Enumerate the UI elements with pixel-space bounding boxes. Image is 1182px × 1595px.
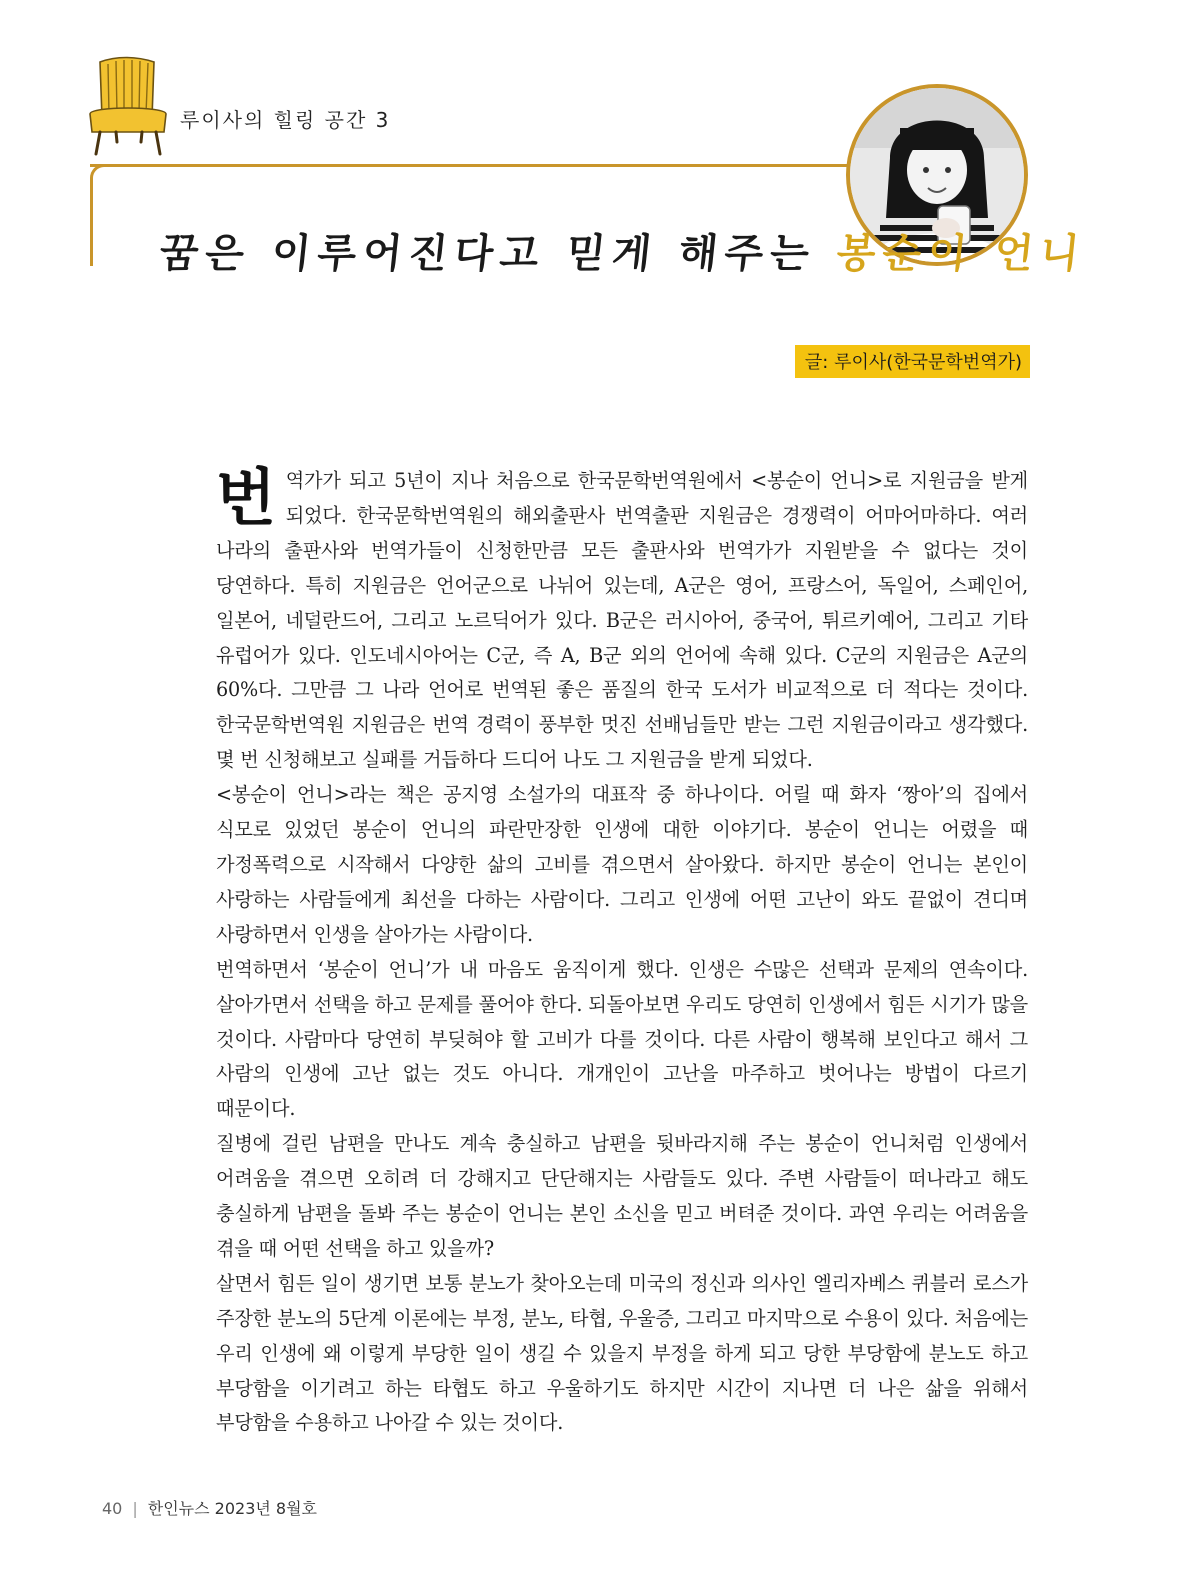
footer-separator: |	[132, 1499, 138, 1518]
paragraph: 번역하면서 ‘봉순이 언니’가 내 마음도 움직이게 했다. 인생은 수많은 선택과 문제의 연속이다. 살아가면서 선택을 하고 문제를 풀어야 한다. 되돌아보면 우리도 당연히 인생에서 힘든 시기가 많을 것이다. 사람마다 당연히 부딪혀야 할 고비가 다를 것이다. 다른 사람이 행복해 보인다고 해서 그 사람의 인생에 고난 없는 것도 아니다. 개개인이 고난을 마주하고 벗어나는 방법이 다르기 때문이다.	[216, 957, 1028, 1121]
title-highlight: 봉순이 언니	[834, 231, 1089, 277]
frame-corner	[90, 164, 115, 189]
page-number: 40	[102, 1499, 123, 1518]
series-title: 루이사의 힐링 공간 3	[180, 108, 391, 132]
drop-cap: 번	[216, 461, 276, 534]
article-body	[216, 461, 1028, 1441]
paragraph: 질병에 걸린 남편을 만나도 계속 충실하고 남편을 뒷바라지해 주는 봉순이 언니처럼 인생에서 어려움을 겪으면 오히려 더 강해지고 단단해지는 사람들도 있다. 주변 사람들이 떠나라고 해도 충실하게 남편을 돌봐 주는 봉순이 언니는 본인 소신을 믿고 버텨준 것이다. 과연 우리는 어려움을 겪을 때 어떤 선택을 하고 있을까?	[216, 1132, 1028, 1260]
armchair-icon	[86, 56, 170, 158]
page-footer	[102, 1496, 317, 1519]
article-title	[157, 222, 1089, 279]
paragraph: <봉순이 언니>라는 책은 공지영 소설가의 대표작 중 하나이다. 어릴 때 화자 ‘짱아’의 집에서 식모로 있었던 봉순이 언니의 파란만장한 인생에 대한 이야기다. 봉순이 언니는 어렸을 때 가정폭력으로 시작해서 다양한 삶의 고비를 겪으면서 살아왔다. 하지만 봉순이 언니는 본인이 사랑하는 사람들에게 최선을 다하는 사람이다. 그리고 인생에 어떤 고난이 와도 끝없이 견디며 사랑하면서 인생을 살아가는 사람이다.	[216, 783, 1028, 946]
paragraph: 살면서 힘든 일이 생기면 보통 분노가 찾아오는데 미국의 정신과 의사인 엘리자베스 퀴블러 로스가 주장한 분노의 5단계 이론에는 부정, 분노, 타협, 우울증, 그리고 마지막으로 수용이 있다. 처음에는 우리 인생에 왜 이렇게 부당한 일이 생길 수 있을지 부정을 하게 되고 당한 부당함에 분노도 하고 부당함을 이기려고 하는 타협도 하고 우울하기도 하지만 시간이 지나면 더 나은 삶을 위해서 부당함을 수용하고 나아갈 수 있는 것이다.	[216, 1271, 1028, 1435]
frame-left-line	[90, 180, 93, 266]
publication-name: 한인뉴스 2023년 8월호	[147, 1499, 318, 1518]
paragraph-text: 역가가 되고 5년이 지나 처음으로 한국문학번역원에서 <봉순이 언니>로 지원금을 받게 되었다. 한국문학번역원의 해외출판사 번역출판 지원금은 경쟁력이 어마어마하다. 여러 나라의 출판사와 번역가들이 신청한만큼 모든 출판사와 번역가가 지원받을 수 없다는 것이 당연하다. 특히 지원금은 언어군으로 나뉘어 있는데, A군은 영어, 프랑스어, 독일어, 스페인어, 일본어, 네덜란드어, 그리고 노르딕어가 있다. B군은 러시아어, 중국어, 튀르키예어, 그리고 기타 유럽어가 있다. 인도네시아어는 C군, 즉 A, B군 외의 언어에 속해 있다. C군의 지원금은 A군의 60%다. 그만큼 그 나라 언어로 번역된 좋은 품질의 한국 도서가 비교적으로 더 적다는 것이다. 한국문학번역원 지원금은 번역 경력이 풍부한 멋진 선배님들만 받는 그런 지원금이라고 생각했다. 몇 번 신청해보고 실패를 거듭하다 드디어 나도 그 지원금을 받게 되었다.	[216, 469, 1028, 772]
frame-top-line	[90, 164, 860, 167]
byline: 글: 루이사(한국문학번역가)	[795, 345, 1030, 378]
paragraph	[216, 461, 1028, 778]
title-main: 꿈은 이루어진다고 믿게 해주는	[157, 231, 819, 277]
